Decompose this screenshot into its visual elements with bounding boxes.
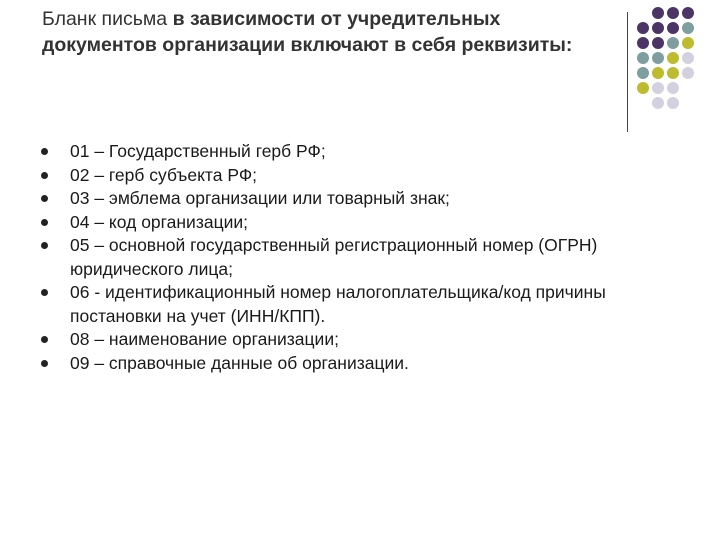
decorative-dot — [682, 37, 694, 49]
decorative-dot — [667, 67, 679, 79]
decorative-dot — [637, 37, 649, 49]
list-item-text: 03 – эмблема организации или товарный знак; — [70, 188, 450, 208]
decorative-dot — [637, 97, 649, 109]
decorative-dot — [682, 7, 694, 19]
decorative-dot — [682, 82, 694, 94]
decorative-divider — [627, 12, 628, 132]
decorative-dot — [667, 97, 679, 109]
bullet-icon — [41, 219, 48, 226]
decorative-dot — [652, 52, 664, 64]
list-item-text: 02 – герб субъекта РФ; — [70, 164, 257, 185]
decorative-dot — [667, 37, 679, 49]
list-item-text: 04 – код организации; — [70, 211, 249, 232]
decorative-dot — [637, 7, 649, 19]
decorative-dot — [667, 52, 679, 64]
decorative-dot — [652, 97, 664, 109]
decorative-dot — [637, 22, 649, 34]
list-item — [40, 140, 640, 164]
decorative-dot — [637, 67, 649, 79]
list-item — [40, 281, 640, 328]
decorative-dot — [667, 7, 679, 19]
list-item — [40, 328, 640, 352]
list-item-text: 08 – наименование организации; — [70, 329, 339, 349]
title-bold-text: в зависимости от учредительных документов организации включают в себя реквизиты: — [42, 8, 573, 56]
decorative-dot — [652, 82, 664, 94]
list-item — [40, 234, 640, 281]
list-item — [40, 211, 640, 235]
list-item-text: 06 - идентификационный номер налогоплательщика/код причины постановки на учет (ИНН/КПП). — [70, 282, 606, 326]
title-normal-text: Бланк письма — [42, 8, 173, 30]
decorative-dot — [637, 82, 649, 94]
bullet-icon — [41, 242, 48, 249]
slide-title — [42, 6, 602, 58]
bullet-icon — [41, 172, 48, 179]
decorative-dot-grid — [636, 6, 696, 111]
decorative-dot — [682, 67, 694, 79]
decorative-dot — [682, 52, 694, 64]
decorative-dot — [682, 22, 694, 34]
bullet-icon — [41, 148, 48, 155]
list-item — [40, 164, 640, 188]
list-item — [40, 352, 640, 376]
decorative-dot — [652, 22, 664, 34]
bullet-icon — [41, 195, 48, 202]
decorative-dot — [667, 22, 679, 34]
decorative-dot — [652, 67, 664, 79]
bullet-icon — [41, 289, 48, 296]
decorative-dot — [652, 37, 664, 49]
decorative-dot — [667, 82, 679, 94]
requisites-list — [40, 140, 640, 375]
list-item-text: 01 – Государственный герб РФ; — [70, 141, 326, 161]
list-item-text: 05 – основной государственный регистрационный номер (ОГРН) юридического лица; — [70, 235, 598, 279]
decorative-dot — [652, 7, 664, 19]
list-item — [40, 187, 640, 211]
bullet-icon — [41, 360, 48, 367]
decorative-dot — [637, 52, 649, 64]
list-item-text: 09 – справочные данные об организации. — [70, 352, 409, 373]
decorative-dot — [682, 97, 694, 109]
bullet-icon — [41, 336, 48, 343]
